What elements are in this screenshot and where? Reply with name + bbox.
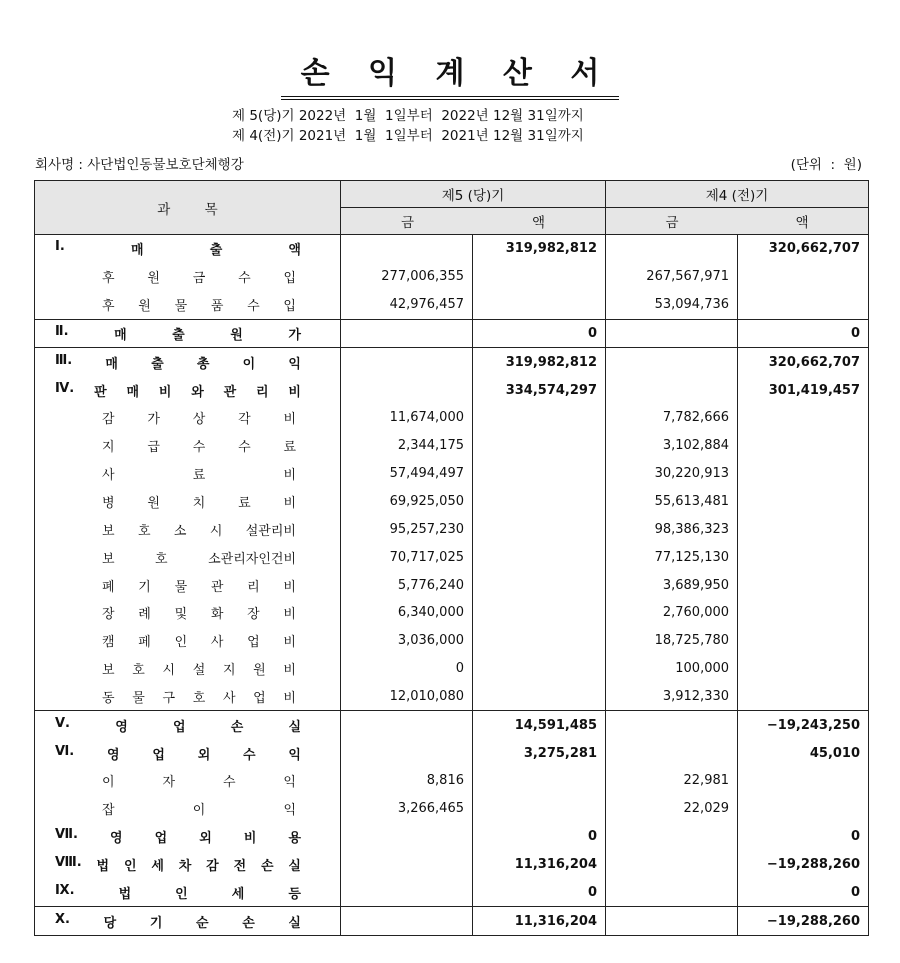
period-current: 제 5(당)기 2022년 1월 1일부터 2022년 12월 31일까지: [232, 108, 584, 124]
row-label: Ⅷ. 법 인 세 차 감 전 손 실: [55, 854, 301, 874]
current-total-cell: [473, 291, 606, 319]
current-total-cell: 11,316,204: [473, 851, 606, 879]
line-item-row: [35, 795, 869, 823]
line-item-row: [35, 488, 869, 516]
line-item-row: [35, 404, 869, 432]
prior-subtotal-cell: 22,981: [606, 767, 738, 795]
row-label: 사 료 비: [102, 468, 296, 484]
current-total-cell: 3,275,281: [473, 739, 606, 767]
row-label: Ⅴ. 영 업 손 실: [35, 711, 341, 739]
row-label: 잡 이 익: [102, 803, 296, 819]
prior-total-cell: 320,662,707: [738, 348, 869, 376]
row-label: 후 원 물 품 수 입: [102, 299, 296, 315]
prior-subtotal-cell: [606, 711, 738, 739]
unit-label: (단위 : 원): [790, 157, 862, 173]
prior-subtotal-cell: [606, 823, 738, 851]
current-total-cell: [473, 263, 606, 291]
prior-subtotal-cell: 2,760,000: [606, 599, 738, 627]
row-label: Ⅹ. 당 기 순 손 실: [35, 907, 341, 936]
row-label: Ⅶ. 영 업 외 비 용: [55, 827, 301, 847]
prior-subtotal-cell: [606, 235, 738, 263]
row-label: Ⅰ. 매 출 액: [35, 235, 341, 263]
prior-total-cell: −19,288,260: [738, 851, 869, 879]
prior-total-cell: 0: [738, 878, 869, 906]
current-total-cell: [473, 515, 606, 543]
current-subtotal-cell: 57,494,497: [341, 460, 473, 488]
section-row: [35, 711, 869, 739]
income-statement-table: [34, 180, 869, 936]
prior-subtotal-cell: 30,220,913: [606, 460, 738, 488]
row-label: Ⅸ. 법 인 세 등: [55, 882, 301, 902]
section-row: [35, 823, 869, 851]
section-row: [35, 319, 869, 348]
row-label: 지 급 수 수 료: [102, 440, 296, 456]
prior-subtotal-cell: 53,094,736: [606, 291, 738, 319]
current-subtotal-cell: 69,925,050: [341, 488, 473, 516]
section-row: [35, 878, 869, 906]
row-label: 병 원 치 료 비: [102, 496, 296, 512]
section-row: [35, 376, 869, 404]
current-subtotal-cell: 8,816: [341, 767, 473, 795]
row-label: 보 호 소관리자인건비: [102, 551, 296, 567]
current-total-cell: [473, 655, 606, 683]
prior-total-cell: [738, 263, 869, 291]
prior-total-cell: −19,288,260: [738, 907, 869, 936]
current-total-cell: [473, 683, 606, 711]
row-label: 보 호 소 시 설관리비: [102, 523, 296, 539]
prior-total-cell: 0: [738, 319, 869, 348]
prior-total-cell: [738, 291, 869, 319]
prior-total-cell: [738, 432, 869, 460]
prior-subtotal-cell: 77,125,130: [606, 543, 738, 571]
current-total-cell: [473, 432, 606, 460]
prior-total-cell: [738, 767, 869, 795]
row-label: Ⅱ. 매 출 원 가: [35, 319, 341, 348]
current-total-cell: 0: [473, 823, 606, 851]
prior-total-cell: [738, 655, 869, 683]
current-subtotal-cell: [341, 739, 473, 767]
current-total-cell: [473, 571, 606, 599]
prior-subtotal-cell: 55,613,481: [606, 488, 738, 516]
prior-subtotal-cell: 3,912,330: [606, 683, 738, 711]
line-item-row: [35, 767, 869, 795]
current-subtotal-cell: 95,257,230: [341, 515, 473, 543]
current-total-cell: [473, 627, 606, 655]
section-row: [35, 851, 869, 879]
current-subtotal-cell: 42,976,457: [341, 291, 473, 319]
current-total-cell: 319,982,812: [473, 348, 606, 376]
prior-subtotal-cell: [606, 348, 738, 376]
line-item-row: [35, 571, 869, 599]
prior-total-cell: −19,243,250: [738, 711, 869, 739]
prior-subtotal-cell: 3,102,884: [606, 432, 738, 460]
prior-total-cell: 45,010: [738, 739, 869, 767]
line-item-row: [35, 599, 869, 627]
prior-subtotal-cell: 3,689,950: [606, 571, 738, 599]
prior-subtotal-cell: 22,029: [606, 795, 738, 823]
prior-total-cell: [738, 795, 869, 823]
row-label: Ⅵ. 영 업 외 수 익: [55, 743, 301, 763]
current-subtotal-cell: [341, 823, 473, 851]
current-subtotal-cell: [341, 319, 473, 348]
current-total-cell: 11,316,204: [473, 907, 606, 936]
current-total-cell: 14,591,485: [473, 711, 606, 739]
row-label: Ⅲ. 매 출 총 이 익: [35, 348, 341, 376]
prior-subtotal-cell: [606, 851, 738, 879]
current-subtotal-cell: 3,036,000: [341, 627, 473, 655]
company-name: 회사명 : 사단법인동물보호단체행강: [35, 157, 244, 173]
period-prior: 제 4(전)기 2021년 1월 1일부터 2021년 12월 31일까지: [232, 128, 584, 144]
current-total-cell: 0: [473, 319, 606, 348]
current-subtotal-cell: 3,266,465: [341, 795, 473, 823]
current-total-cell: [473, 795, 606, 823]
line-item-row: [35, 543, 869, 571]
row-label: Ⅳ. 판 매 비 와 관 리 비: [55, 380, 301, 400]
document-title: 손 익 계 산 서: [0, 48, 900, 100]
prior-total-cell: [738, 460, 869, 488]
current-subtotal-cell: 2,344,175: [341, 432, 473, 460]
section-row: [35, 907, 869, 936]
current-subtotal-cell: [341, 348, 473, 376]
row-label: 동 물 구 호 사 업 비: [102, 690, 296, 706]
current-subtotal-cell: 70,717,025: [341, 543, 473, 571]
prior-subtotal-cell: 18,725,780: [606, 627, 738, 655]
prior-total-cell: [738, 488, 869, 516]
prior-total-cell: [738, 515, 869, 543]
prior-total-cell: [738, 627, 869, 655]
current-total-cell: 334,574,297: [473, 376, 606, 404]
prior-subtotal-cell: [606, 878, 738, 906]
prior-total-cell: 301,419,457: [738, 376, 869, 404]
current-subtotal-cell: [341, 907, 473, 936]
row-label: 장 례 및 화 장 비: [102, 607, 296, 623]
prior-subtotal-cell: 267,567,971: [606, 263, 738, 291]
current-subtotal-cell: [341, 711, 473, 739]
prior-total-cell: 0: [738, 823, 869, 851]
prior-subtotal-cell: [606, 739, 738, 767]
section-row: [35, 739, 869, 767]
line-item-row: [35, 683, 869, 711]
prior-total-cell: [738, 543, 869, 571]
row-label: 캠 페 인 사 업 비: [102, 635, 296, 651]
current-subtotal-cell: [341, 851, 473, 879]
current-subtotal-cell: [341, 376, 473, 404]
current-total-cell: 0: [473, 878, 606, 906]
current-subtotal-cell: 277,006,355: [341, 263, 473, 291]
prior-subtotal-cell: [606, 907, 738, 936]
prior-subtotal-cell: [606, 376, 738, 404]
prior-amount-header: 금 액: [606, 208, 869, 235]
current-subtotal-cell: 5,776,240: [341, 571, 473, 599]
line-item-row: [35, 515, 869, 543]
current-subtotal-cell: 6,340,000: [341, 599, 473, 627]
subject-header: 과 목: [35, 181, 341, 235]
section-row: [35, 348, 869, 376]
prior-subtotal-cell: 7,782,666: [606, 404, 738, 432]
current-amount-header: 금 액: [341, 208, 606, 235]
prior-total-cell: [738, 599, 869, 627]
prior-total-cell: 320,662,707: [738, 235, 869, 263]
row-label: 폐 기 물 관 리 비: [102, 579, 296, 595]
line-item-row: [35, 263, 869, 291]
section-row: [35, 235, 869, 263]
current-subtotal-cell: 0: [341, 655, 473, 683]
prior-period-header: 제4 (전)기: [606, 181, 869, 208]
prior-subtotal-cell: 98,386,323: [606, 515, 738, 543]
current-total-cell: [473, 488, 606, 516]
current-total-cell: [473, 543, 606, 571]
prior-subtotal-cell: 100,000: [606, 655, 738, 683]
line-item-row: [35, 460, 869, 488]
statement-body: [35, 235, 869, 936]
prior-subtotal-cell: [606, 319, 738, 348]
current-total-cell: [473, 767, 606, 795]
current-subtotal-cell: 11,674,000: [341, 404, 473, 432]
current-subtotal-cell: [341, 235, 473, 263]
prior-total-cell: [738, 683, 869, 711]
current-period-header: 제5 (당)기: [341, 181, 606, 208]
current-total-cell: [473, 599, 606, 627]
line-item-row: [35, 655, 869, 683]
row-label: 보 호 시 설 지 원 비: [102, 663, 296, 679]
line-item-row: [35, 627, 869, 655]
current-subtotal-cell: [341, 878, 473, 906]
current-total-cell: 319,982,812: [473, 235, 606, 263]
row-label: 감 가 상 각 비: [102, 412, 296, 428]
row-label: 이 자 수 익: [102, 775, 296, 791]
prior-total-cell: [738, 404, 869, 432]
prior-total-cell: [738, 571, 869, 599]
line-item-row: [35, 291, 869, 319]
row-label: 후 원 금 수 입: [102, 271, 296, 287]
current-total-cell: [473, 404, 606, 432]
current-subtotal-cell: 12,010,080: [341, 683, 473, 711]
current-total-cell: [473, 460, 606, 488]
line-item-row: [35, 432, 869, 460]
